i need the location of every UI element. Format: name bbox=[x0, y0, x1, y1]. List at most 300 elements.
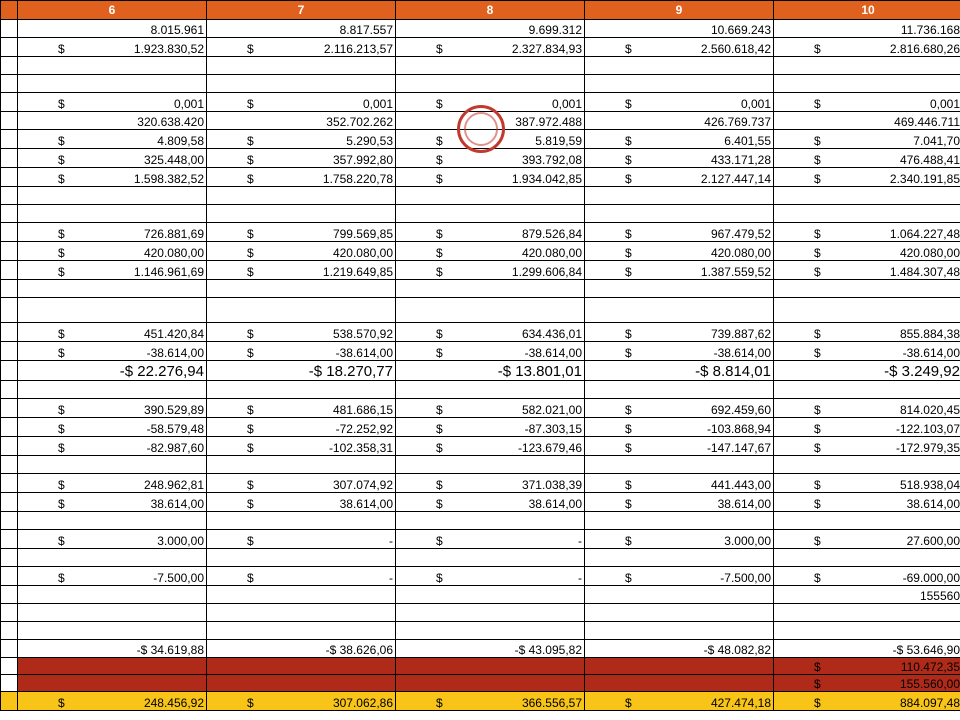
table-cell[interactable] bbox=[585, 456, 774, 474]
currency-symbol: $ bbox=[58, 478, 65, 492]
row-lead-cell[interactable] bbox=[1, 298, 18, 323]
row-lead-cell[interactable] bbox=[1, 381, 18, 399]
row-lead-cell[interactable] bbox=[1, 242, 18, 261]
table-cell[interactable] bbox=[774, 149, 960, 168]
currency-symbol: $ bbox=[247, 227, 254, 241]
table-cell[interactable] bbox=[207, 586, 396, 604]
table-cell[interactable] bbox=[207, 512, 396, 530]
row-lead-cell[interactable] bbox=[1, 38, 18, 57]
currency-symbol: $ bbox=[436, 346, 443, 360]
table-cell[interactable] bbox=[774, 549, 960, 567]
table-cell[interactable] bbox=[396, 205, 585, 223]
table-cell[interactable] bbox=[396, 512, 585, 530]
table-cell[interactable] bbox=[774, 130, 960, 149]
table-cell[interactable] bbox=[585, 604, 774, 622]
cell-value: 366.556,57 bbox=[521, 696, 582, 710]
cell-value: -172.979,35 bbox=[895, 441, 960, 455]
row-lead-cell[interactable] bbox=[1, 640, 18, 658]
table-cell[interactable] bbox=[774, 622, 960, 640]
cell-value: 426.769.737 bbox=[704, 115, 771, 129]
table-cell[interactable] bbox=[207, 38, 396, 57]
cell-value: 110.472,35 bbox=[900, 660, 960, 674]
table-cell[interactable] bbox=[774, 187, 960, 205]
table-cell[interactable] bbox=[396, 149, 585, 168]
table-cell[interactable] bbox=[585, 381, 774, 399]
table-cell[interactable] bbox=[18, 675, 207, 692]
currency-symbol: $ bbox=[58, 172, 65, 186]
table-cell[interactable] bbox=[396, 604, 585, 622]
table-cell[interactable] bbox=[774, 493, 960, 512]
table-cell[interactable] bbox=[774, 640, 960, 658]
table-cell[interactable] bbox=[18, 57, 207, 75]
table-cell[interactable] bbox=[774, 20, 960, 38]
table-cell[interactable] bbox=[585, 342, 774, 361]
table-cell[interactable] bbox=[396, 456, 585, 474]
table-cell[interactable] bbox=[18, 512, 207, 530]
table-cell[interactable] bbox=[396, 530, 585, 549]
table-cell[interactable] bbox=[396, 261, 585, 280]
cell-value: -$ 13.801,01 bbox=[497, 363, 582, 380]
currency-symbol: $ bbox=[625, 534, 632, 548]
table-cell[interactable] bbox=[585, 20, 774, 38]
table-cell[interactable] bbox=[774, 205, 960, 223]
table-cell[interactable] bbox=[396, 586, 585, 604]
table-cell[interactable] bbox=[585, 223, 774, 242]
cell-value: -102.358,31 bbox=[328, 441, 393, 455]
row-lead-cell[interactable] bbox=[1, 437, 18, 456]
table-cell[interactable] bbox=[585, 242, 774, 261]
table-cell[interactable] bbox=[774, 512, 960, 530]
cell-value: 420.080,00 bbox=[143, 246, 204, 260]
table-cell[interactable] bbox=[207, 640, 396, 658]
table-cell[interactable] bbox=[18, 658, 207, 675]
cell-value: 155560 bbox=[919, 589, 960, 603]
row-lead-cell[interactable] bbox=[1, 20, 18, 38]
currency-symbol: $ bbox=[814, 172, 821, 186]
table-cell[interactable] bbox=[207, 692, 396, 711]
table-cell[interactable] bbox=[207, 675, 396, 692]
row-lead-cell[interactable] bbox=[1, 530, 18, 549]
table-cell[interactable] bbox=[774, 604, 960, 622]
table-cell[interactable] bbox=[207, 399, 396, 418]
table-cell[interactable] bbox=[774, 75, 960, 93]
table-cell[interactable] bbox=[396, 75, 585, 93]
row-lead-cell[interactable] bbox=[1, 149, 18, 168]
table-cell[interactable] bbox=[207, 342, 396, 361]
table-cell[interactable] bbox=[207, 280, 396, 298]
cell-value: -$ 22.276,94 bbox=[119, 363, 204, 380]
table-cell[interactable] bbox=[18, 361, 207, 381]
table-cell[interactable] bbox=[396, 622, 585, 640]
cell-value: 38.614,00 bbox=[528, 497, 582, 511]
table-cell[interactable] bbox=[18, 168, 207, 187]
table-cell[interactable] bbox=[585, 437, 774, 456]
table-cell[interactable] bbox=[18, 280, 207, 298]
cell-value: 433.171,28 bbox=[710, 153, 771, 167]
currency-symbol: $ bbox=[58, 346, 65, 360]
row-lead-cell[interactable] bbox=[1, 399, 18, 418]
table-cell[interactable] bbox=[207, 149, 396, 168]
table-cell[interactable] bbox=[18, 399, 207, 418]
table-cell[interactable] bbox=[774, 399, 960, 418]
row-lead-cell[interactable] bbox=[1, 205, 18, 223]
table-cell[interactable] bbox=[18, 549, 207, 567]
table-cell[interactable] bbox=[396, 57, 585, 75]
row-lead-cell[interactable] bbox=[1, 675, 18, 692]
table-cell[interactable] bbox=[18, 418, 207, 437]
currency-symbol: $ bbox=[814, 478, 821, 492]
currency-symbol: $ bbox=[814, 660, 821, 674]
table-cell[interactable] bbox=[585, 493, 774, 512]
table-cell[interactable] bbox=[396, 418, 585, 437]
cell-value: -123.679,46 bbox=[517, 441, 582, 455]
table-cell[interactable] bbox=[18, 342, 207, 361]
column-header-9[interactable]: 9 bbox=[585, 1, 774, 20]
table-cell[interactable] bbox=[774, 280, 960, 298]
table-cell[interactable] bbox=[585, 280, 774, 298]
table-row bbox=[1, 20, 960, 38]
table-cell[interactable] bbox=[774, 586, 960, 604]
table-cell[interactable] bbox=[774, 261, 960, 280]
table-cell[interactable] bbox=[18, 112, 207, 130]
currency-symbol: $ bbox=[436, 534, 443, 548]
cell-value: 0,001 bbox=[362, 97, 393, 111]
table-cell[interactable] bbox=[396, 20, 585, 38]
currency-symbol: $ bbox=[247, 346, 254, 360]
table-cell[interactable] bbox=[585, 692, 774, 711]
table-cell[interactable] bbox=[18, 323, 207, 342]
row-lead-cell[interactable] bbox=[1, 57, 18, 75]
table-cell[interactable] bbox=[207, 130, 396, 149]
table-cell[interactable] bbox=[18, 530, 207, 549]
table-cell[interactable] bbox=[18, 130, 207, 149]
table-cell[interactable] bbox=[585, 57, 774, 75]
row-lead-cell[interactable] bbox=[1, 130, 18, 149]
table-cell[interactable] bbox=[207, 437, 396, 456]
table-cell[interactable] bbox=[207, 493, 396, 512]
table-row bbox=[1, 567, 960, 586]
table-cell[interactable] bbox=[585, 399, 774, 418]
table-row bbox=[1, 298, 960, 323]
cell-value: 1.934.042,85 bbox=[511, 172, 582, 186]
table-cell[interactable] bbox=[585, 586, 774, 604]
table-cell[interactable] bbox=[18, 493, 207, 512]
table-cell[interactable] bbox=[396, 168, 585, 187]
column-header-6[interactable]: 6 bbox=[18, 1, 207, 20]
table-cell[interactable] bbox=[207, 361, 396, 381]
table-cell[interactable] bbox=[585, 567, 774, 586]
table-cell[interactable] bbox=[18, 437, 207, 456]
table-cell[interactable] bbox=[18, 205, 207, 223]
table-cell[interactable] bbox=[207, 205, 396, 223]
row-lead-cell[interactable] bbox=[1, 75, 18, 93]
currency-symbol: $ bbox=[247, 172, 254, 186]
table-cell[interactable] bbox=[18, 474, 207, 493]
currency-symbol: $ bbox=[814, 497, 821, 511]
table-cell[interactable] bbox=[774, 93, 960, 112]
table-cell[interactable] bbox=[774, 692, 960, 711]
cell-value: 0,001 bbox=[929, 97, 960, 111]
table-cell[interactable] bbox=[585, 38, 774, 57]
table-cell[interactable] bbox=[396, 640, 585, 658]
table-cell[interactable] bbox=[774, 418, 960, 437]
table-cell[interactable] bbox=[774, 112, 960, 130]
cell-value: -7.500,00 bbox=[153, 571, 204, 585]
row-lead-cell[interactable] bbox=[1, 474, 18, 493]
table-cell[interactable] bbox=[585, 512, 774, 530]
table-cell[interactable] bbox=[585, 93, 774, 112]
column-header-7[interactable]: 7 bbox=[207, 1, 396, 20]
table-cell[interactable] bbox=[207, 549, 396, 567]
currency-symbol: $ bbox=[625, 696, 632, 710]
currency-symbol: $ bbox=[814, 677, 821, 691]
row-lead-cell[interactable] bbox=[1, 692, 18, 711]
row-lead-cell[interactable] bbox=[1, 93, 18, 112]
table-cell[interactable] bbox=[585, 361, 774, 381]
table-cell[interactable] bbox=[18, 456, 207, 474]
table-cell[interactable] bbox=[207, 567, 396, 586]
row-lead-cell[interactable] bbox=[1, 493, 18, 512]
table-cell[interactable] bbox=[207, 456, 396, 474]
table-cell[interactable] bbox=[18, 298, 207, 323]
table-cell[interactable] bbox=[774, 456, 960, 474]
row-lead-cell[interactable] bbox=[1, 658, 18, 675]
table-cell[interactable] bbox=[774, 675, 960, 692]
table-cell[interactable] bbox=[585, 549, 774, 567]
table-cell[interactable] bbox=[774, 381, 960, 399]
table-cell[interactable] bbox=[396, 675, 585, 692]
table-cell[interactable] bbox=[774, 342, 960, 361]
table-cell[interactable] bbox=[396, 298, 585, 323]
column-header-10[interactable]: 10 bbox=[774, 1, 960, 20]
table-cell[interactable] bbox=[18, 75, 207, 93]
table-cell[interactable] bbox=[18, 261, 207, 280]
currency-symbol: $ bbox=[625, 227, 632, 241]
table-cell[interactable] bbox=[207, 93, 396, 112]
table-cell[interactable] bbox=[774, 298, 960, 323]
table-cell[interactable] bbox=[18, 38, 207, 57]
table-row bbox=[1, 456, 960, 474]
table-cell[interactable] bbox=[585, 418, 774, 437]
table-cell[interactable] bbox=[396, 187, 585, 205]
table-cell[interactable] bbox=[207, 474, 396, 493]
currency-symbol: $ bbox=[58, 571, 65, 585]
table-cell[interactable] bbox=[18, 640, 207, 658]
table-row bbox=[1, 549, 960, 567]
row-lead-cell[interactable] bbox=[1, 187, 18, 205]
currency-symbol: $ bbox=[247, 265, 254, 279]
table-cell[interactable] bbox=[207, 622, 396, 640]
table-cell[interactable] bbox=[585, 640, 774, 658]
cell-value: 0,001 bbox=[740, 97, 771, 111]
table-cell[interactable] bbox=[207, 168, 396, 187]
row-lead-cell[interactable] bbox=[1, 280, 18, 298]
cell-value: 352.702.262 bbox=[326, 115, 393, 129]
table-cell[interactable] bbox=[18, 242, 207, 261]
cursor-highlight-ring bbox=[457, 105, 505, 153]
table-cell[interactable] bbox=[207, 187, 396, 205]
currency-symbol: $ bbox=[814, 403, 821, 417]
table-cell[interactable] bbox=[396, 223, 585, 242]
table-cell[interactable] bbox=[774, 242, 960, 261]
table-cell[interactable] bbox=[585, 187, 774, 205]
row-lead-cell[interactable] bbox=[1, 261, 18, 280]
table-cell[interactable] bbox=[585, 112, 774, 130]
table-cell[interactable] bbox=[18, 622, 207, 640]
row-lead-cell[interactable] bbox=[1, 622, 18, 640]
currency-symbol: $ bbox=[814, 153, 821, 167]
table-cell[interactable] bbox=[207, 418, 396, 437]
table-cell[interactable] bbox=[18, 149, 207, 168]
table-cell[interactable] bbox=[774, 658, 960, 675]
currency-symbol: $ bbox=[247, 441, 254, 455]
table-cell[interactable] bbox=[585, 474, 774, 493]
table-cell[interactable] bbox=[774, 361, 960, 381]
table-cell[interactable] bbox=[774, 530, 960, 549]
currency-symbol: $ bbox=[58, 42, 65, 56]
table-cell[interactable] bbox=[774, 38, 960, 57]
currency-symbol: $ bbox=[625, 265, 632, 279]
table-cell[interactable] bbox=[18, 20, 207, 38]
table-cell[interactable] bbox=[585, 622, 774, 640]
cell-value: 739.887,62 bbox=[710, 327, 771, 341]
table-cell[interactable] bbox=[774, 474, 960, 493]
table-row bbox=[1, 223, 960, 242]
table-cell[interactable] bbox=[585, 130, 774, 149]
currency-symbol: $ bbox=[58, 441, 65, 455]
table-cell[interactable] bbox=[207, 298, 396, 323]
table-cell[interactable] bbox=[18, 586, 207, 604]
cell-value: -$ 48.082,82 bbox=[703, 643, 771, 657]
header-lead-cell[interactable] bbox=[1, 1, 18, 20]
table-cell[interactable] bbox=[585, 675, 774, 692]
table-row bbox=[1, 57, 960, 75]
row-lead-cell[interactable] bbox=[1, 342, 18, 361]
cell-value: -38.614,00 bbox=[335, 346, 393, 360]
table-cell[interactable] bbox=[396, 342, 585, 361]
cell-value: 307.074,92 bbox=[332, 478, 393, 492]
currency-symbol: $ bbox=[436, 696, 443, 710]
table-row bbox=[1, 205, 960, 223]
currency-symbol: $ bbox=[58, 696, 65, 710]
table-cell[interactable] bbox=[18, 692, 207, 711]
table-cell[interactable] bbox=[396, 567, 585, 586]
table-cell[interactable] bbox=[18, 604, 207, 622]
table-cell[interactable] bbox=[207, 658, 396, 675]
table-cell[interactable] bbox=[396, 323, 585, 342]
table-cell[interactable] bbox=[774, 168, 960, 187]
table-cell[interactable] bbox=[18, 567, 207, 586]
table-cell[interactable] bbox=[207, 20, 396, 38]
table-cell[interactable] bbox=[585, 149, 774, 168]
table-cell[interactable] bbox=[774, 567, 960, 586]
table-cell[interactable] bbox=[18, 223, 207, 242]
row-lead-cell[interactable] bbox=[1, 168, 18, 187]
row-lead-cell[interactable] bbox=[1, 567, 18, 586]
row-lead-cell[interactable] bbox=[1, 456, 18, 474]
table-cell[interactable] bbox=[396, 549, 585, 567]
currency-symbol: $ bbox=[625, 134, 632, 148]
table-cell[interactable] bbox=[207, 112, 396, 130]
table-cell[interactable] bbox=[774, 223, 960, 242]
table-cell[interactable] bbox=[396, 280, 585, 298]
table-cell[interactable] bbox=[396, 38, 585, 57]
currency-symbol: $ bbox=[814, 441, 821, 455]
table-cell[interactable] bbox=[207, 261, 396, 280]
cell-value: -82.987,60 bbox=[146, 441, 204, 455]
table-cell[interactable] bbox=[207, 75, 396, 93]
currency-symbol: $ bbox=[58, 497, 65, 511]
cell-value: 538.570,92 bbox=[332, 327, 393, 341]
table-cell[interactable] bbox=[585, 168, 774, 187]
currency-symbol: $ bbox=[625, 478, 632, 492]
table-cell[interactable] bbox=[207, 57, 396, 75]
table-cell[interactable] bbox=[396, 381, 585, 399]
cell-value: -147.147,67 bbox=[706, 441, 771, 455]
row-lead-cell[interactable] bbox=[1, 512, 18, 530]
cell-value: - bbox=[578, 534, 582, 548]
row-lead-cell[interactable] bbox=[1, 223, 18, 242]
cell-value: 420.080,00 bbox=[521, 246, 582, 260]
table-cell[interactable] bbox=[585, 658, 774, 675]
table-cell[interactable] bbox=[396, 474, 585, 493]
currency-symbol: $ bbox=[58, 265, 65, 279]
table-cell[interactable] bbox=[585, 298, 774, 323]
table-cell[interactable] bbox=[207, 323, 396, 342]
table-cell[interactable] bbox=[207, 223, 396, 242]
table-cell[interactable] bbox=[207, 530, 396, 549]
table-cell[interactable] bbox=[396, 493, 585, 512]
table-cell[interactable] bbox=[774, 323, 960, 342]
currency-symbol: $ bbox=[58, 534, 65, 548]
column-header-8[interactable]: 8 bbox=[396, 1, 585, 20]
row-lead-cell[interactable] bbox=[1, 361, 18, 381]
table-cell[interactable] bbox=[585, 261, 774, 280]
table-cell[interactable] bbox=[396, 658, 585, 675]
table-cell[interactable] bbox=[396, 361, 585, 381]
cell-value: 692.459,60 bbox=[710, 403, 771, 417]
table-cell[interactable] bbox=[18, 381, 207, 399]
row-lead-cell[interactable] bbox=[1, 418, 18, 437]
row-lead-cell[interactable] bbox=[1, 604, 18, 622]
table-cell[interactable] bbox=[585, 530, 774, 549]
row-lead-cell[interactable] bbox=[1, 323, 18, 342]
table-cell[interactable] bbox=[396, 399, 585, 418]
row-lead-cell[interactable] bbox=[1, 112, 18, 130]
table-cell[interactable] bbox=[396, 437, 585, 456]
currency-symbol: $ bbox=[625, 153, 632, 167]
currency-symbol: $ bbox=[247, 327, 254, 341]
cell-value: 4.809,58 bbox=[157, 134, 204, 148]
table-cell[interactable] bbox=[774, 57, 960, 75]
cell-value: 799.569,85 bbox=[332, 227, 393, 241]
table-cell[interactable] bbox=[396, 692, 585, 711]
table-cell[interactable] bbox=[18, 187, 207, 205]
cell-value: 0,001 bbox=[551, 97, 582, 111]
table-cell[interactable] bbox=[396, 242, 585, 261]
table-cell[interactable] bbox=[207, 381, 396, 399]
table-cell[interactable] bbox=[585, 205, 774, 223]
table-cell[interactable] bbox=[585, 323, 774, 342]
table-cell[interactable] bbox=[585, 75, 774, 93]
table-cell[interactable] bbox=[18, 93, 207, 112]
row-lead-cell[interactable] bbox=[1, 549, 18, 567]
row-lead-cell[interactable] bbox=[1, 586, 18, 604]
table-cell[interactable] bbox=[774, 437, 960, 456]
currency-symbol: $ bbox=[58, 403, 65, 417]
table-cell[interactable] bbox=[207, 242, 396, 261]
table-cell[interactable] bbox=[207, 604, 396, 622]
